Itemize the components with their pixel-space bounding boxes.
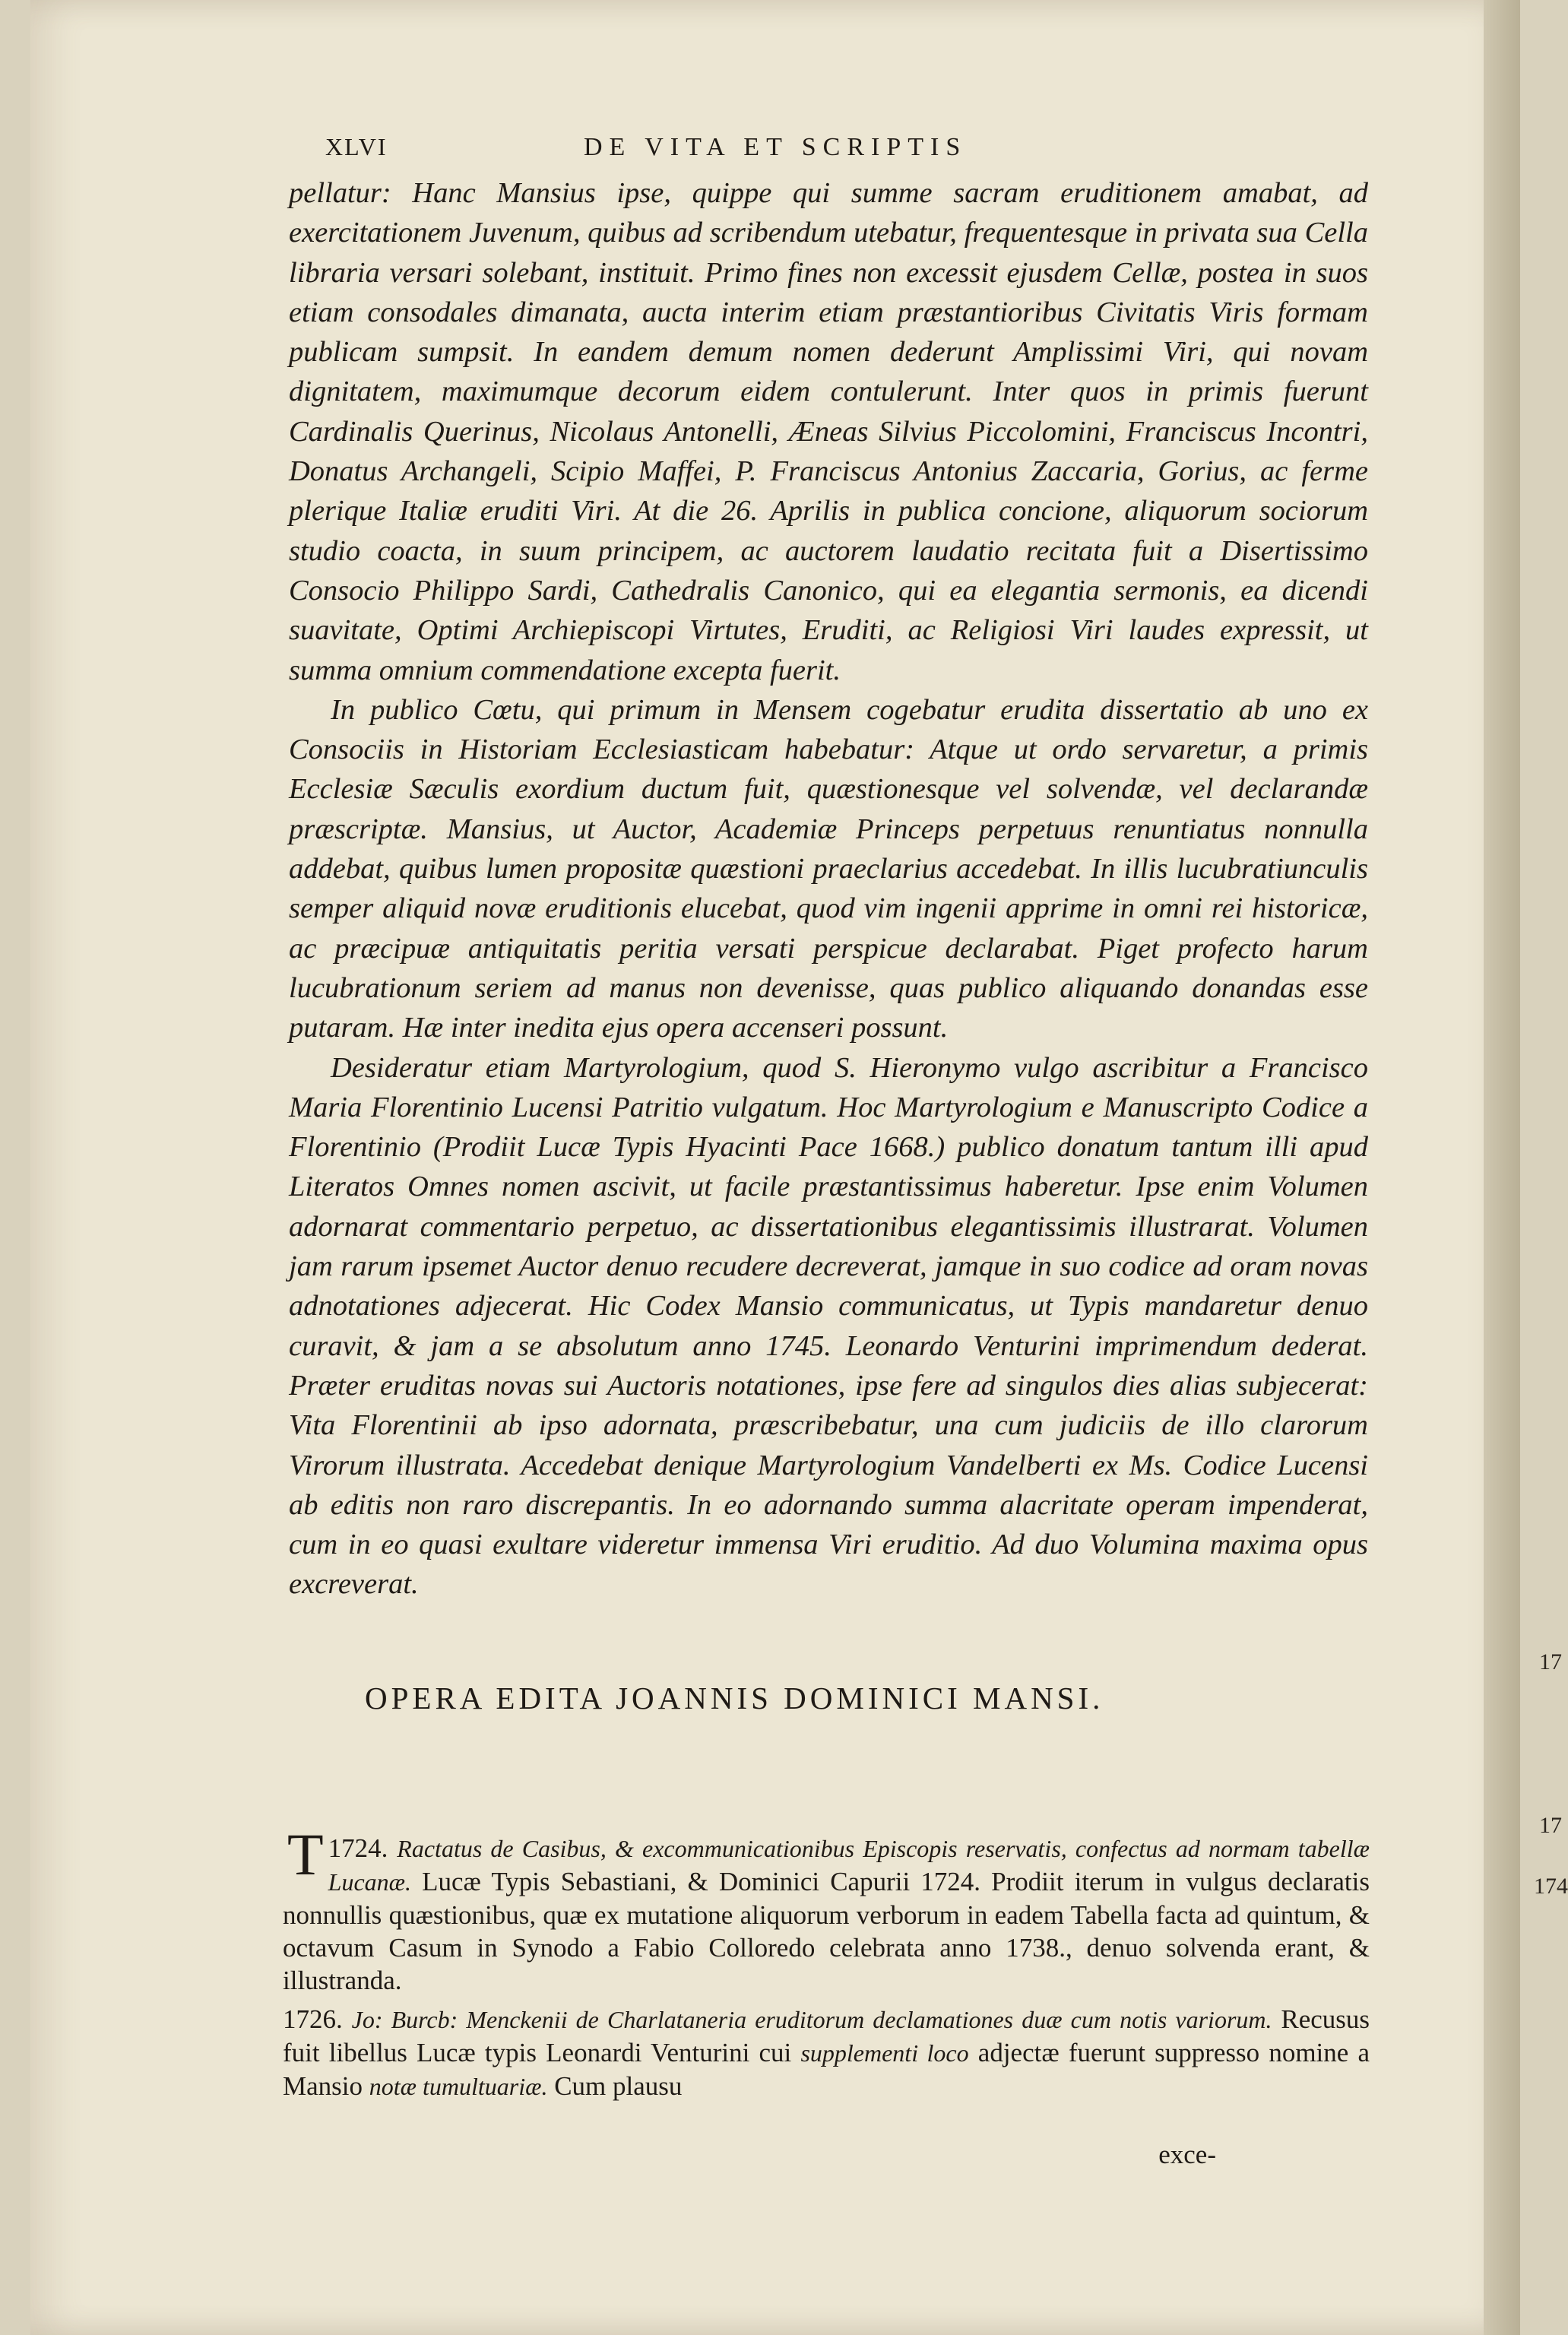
bibliography-entry	[283, 1821, 1370, 1997]
entry-year: 1726.	[283, 2004, 343, 2034]
running-title: DE VITA ET SCRIPTIS	[584, 133, 968, 161]
margin-note: 17	[1539, 1813, 1562, 1838]
paragraph-2: In publico Cœtu, qui primum in Mensem cogebatur erudita dissertatio ab uno ex Consociis in Historiam Ecclesiasticam habebatur: Atque ut ordo servaretur, a primis Ecclesiæ Sæculis exordium ductum fuit, quæstionesque vel solvendæ, vel declarandæ præscriptæ. Mansius, ut Auctor, Academiæ Princeps perpetuus renuntiatus nonnulla addebat, quibus lumen propositæ quæstioni praeclarius accedebat. In illis lucubratiunculis semper aliquid novæ eruditionis elucebat, quod vim ingenii apprime in omni rei historicæ, ac præcipuæ antiquitatis peritia versati perspicue declarabat. Piget profecto harum lucubrationum seriem ad manus non devenisse, quas publico aliquando donandas esse putaram. Hæ inter inedita ejus opera accenseri possunt.	[289, 693, 1368, 1044]
entry-italic-phrase: supplementi loco	[800, 2039, 969, 2067]
entry-title: Ractatus de Casibus, & excommunicationibus Episcopis reservatis, confectus ad normam tabellæ Lucanæ.	[328, 1835, 1370, 1896]
margin-note: 17	[1539, 1649, 1562, 1674]
book-page	[30, 0, 1568, 2335]
next-page-edge	[1484, 0, 1520, 2335]
catchword: exce-	[1158, 2140, 1216, 2169]
entry-text: Lucæ Typis Sebastiani, & Dominici Capurii 1724. Prodiit iterum in vulgus declaratis nonnullis quæstionibus, quæ ex mutatione aliquorum verborum in eadem Tabella facta ad quintum, & octavum Casum in Synodo a Fabio Colloredo celebrata anno 1738., denuo solvenda erant, & illustranda.	[283, 1867, 1370, 1995]
page-header	[325, 133, 1093, 171]
entry-text: Recusus fuit libellus Lucæ typis Leonardi Venturini cui	[283, 2004, 1370, 2067]
section-title: OPERA EDITA JOANNIS DOMINICI MANSI.	[365, 1681, 1104, 1716]
margin-note: 174	[1534, 1874, 1568, 1899]
bibliography-list	[283, 1821, 1370, 2109]
paragraph-1: pellatur: Hanc Mansius ipse, quippe qui summe sacram eruditionem amabat, ad exercitationem Juvenum, quibus ad scribendum utebatur, frequentesque in privata sua Cella libraria versari solebant, instituit. Primo fines non excessit ejusdem Cellæ, postea in suos etiam consodales dimanata, aucta interim etiam præstantioribus Civitatis Viris formam publicam sumpsit. In eandem demum nomen dederunt Amplissimi Viri, qui novam dignitatem, maximumque decorum eidem contulerunt. Inter quos in primis fuerunt Cardinalis Querinus, Nicolaus Antonelli, Æneas Silvius Piccolomini, Franciscus Incontri, Donatus Archangeli, Scipio Maffei, P. Franciscus Antonius Zaccaria, Gorius, ac ferme plerique Italiæ eruditi Viri. At die 26. Aprilis in publica concione, aliquorum sociorum studio coacta, in suum principem, ac auctorem laudatio recitata fuit a Disertissimo Consocio Philippo Sardi, Cathedralis Canonico, qui ea elegantia sermonis, ea dicendi suavitate, Optimi Archiepiscopi Virtutes, Eruditi, ac Religiosi Viri laudes expressit, ut summa omnium commendatione excepta fuerit.	[289, 177, 1368, 686]
paragraph-3: Desideratur etiam Martyrologium, quod S. Hieronymo vulgo ascribitur a Francisco Maria Florentinio Lucensi Patritio vulgatum. Hoc Martyrologium e Manuscripto Codice a Florentinio (Prodiit Lucæ Typis Hyacinti Pace 1668.) publico donatum tantum illi apud Literatos Omnes nomen ascivit, ut facile præstantissimus haberetur. Ipse enim Volumen adornarat commentario perpetuo, ac dissertationibus elegantissimis illustrarat. Volumen jam rarum ipsemet Auctor denuo recudere decreverat, jamque in suo codice ad oram novas adnotationes adjecerat. Hic Codex Mansio communicatus, ut Typis mandaretur denuo curavit, & jam a se absolutum anno 1745. Leonardo Venturini imprimendum dederat. Præter eruditas novas sui Auctoris notationes, ipse fere ad singulos dies alias subjecerat: Vita Florentinii ab ipso adornata, præscribebatur, una cum judiciis de illo clarorum Virorum illustrata. Accedebat denique Martyrologium Vandelberti ex Ms. Codice Lucensi ab editis non raro discrepantis. In eo adornando summa alacritate operam impenderat, cum in eo quasi exultare videretur immensa Viri eruditio. Ad duo Volumina maxima opus excreverat.	[289, 1051, 1368, 1601]
entry-italic-phrase: notæ tumultuariæ.	[369, 2073, 548, 2100]
drop-capital: T	[287, 1821, 324, 1887]
entry-title: Jo: Burcb: Menckenii de Charlataneria eruditorum declamationes duæ cum notis variorum.	[351, 2006, 1272, 2033]
entry-text: Cum plausu	[554, 2071, 683, 2101]
entry-text: adjectæ fuerunt suppresso nomine a Mansio	[283, 2038, 1370, 2101]
folio-number: XLVI	[325, 133, 388, 160]
entry-year: 1724.	[328, 1833, 388, 1863]
main-text	[289, 173, 1368, 1605]
bibliography-entry	[283, 2003, 1370, 2103]
